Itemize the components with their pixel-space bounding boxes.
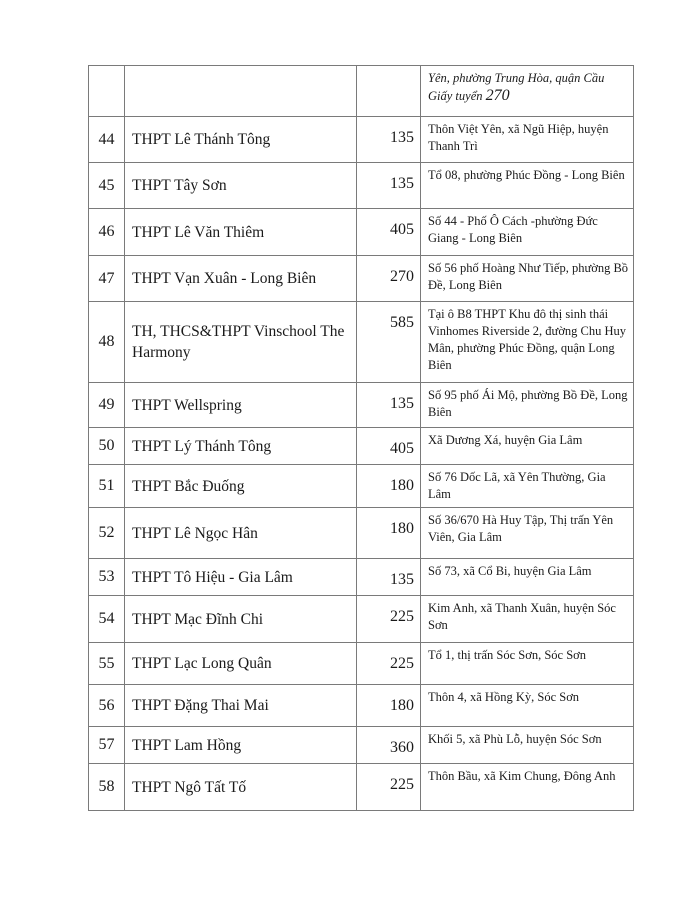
address-cell: Số 95 phố Ái Mộ, phường Bồ Đề, Long Biên (421, 383, 634, 428)
table-row (89, 302, 634, 383)
no-cell: 47 (89, 256, 125, 302)
school-name-cell: THPT Lý Thánh Tông (125, 428, 357, 465)
no-cell: 55 (89, 643, 125, 685)
schools-table-body (89, 66, 634, 811)
quota-cell: 225 (357, 643, 421, 685)
no-cell: 52 (89, 508, 125, 559)
quota-cell: 270 (357, 256, 421, 302)
school-name-cell: THPT Tây Sơn (125, 163, 357, 209)
address-cell: Thôn Việt Yên, xã Ngũ Hiệp, huyện Thanh Trì (421, 117, 634, 163)
name-cell (125, 66, 357, 117)
table-row (89, 383, 634, 428)
table-row (89, 559, 634, 596)
quota-cell: 180 (357, 465, 421, 508)
table-row-continuation (89, 66, 634, 117)
school-name-cell: THPT Mạc Đĩnh Chi (125, 596, 357, 643)
table-row (89, 685, 634, 727)
quota-cell: 405 (357, 209, 421, 256)
quota-cell: 405 (357, 428, 421, 465)
no-cell: 51 (89, 465, 125, 508)
table-row (89, 465, 634, 508)
school-name-cell: THPT Ngô Tất Tố (125, 764, 357, 811)
quota-inline: 270 (485, 87, 510, 104)
school-name-cell: THPT Đặng Thai Mai (125, 685, 357, 727)
address-cell: Số 73, xã Cổ Bi, huyện Gia Lâm (421, 559, 634, 596)
table-row (89, 643, 634, 685)
school-name-cell: THPT Wellspring (125, 383, 357, 428)
quota-cell (357, 66, 421, 117)
table-row (89, 508, 634, 559)
table-row (89, 428, 634, 465)
address-continuation: Yên, phường Trung Hòa, quận Cầu Giấy tuyển (428, 71, 605, 103)
school-name-cell: THPT Lê Thánh Tông (125, 117, 357, 163)
table-row (89, 256, 634, 302)
table-row (89, 209, 634, 256)
quota-cell: 225 (357, 596, 421, 643)
quota-cell: 135 (357, 163, 421, 209)
no-cell: 57 (89, 727, 125, 764)
address-cell: Khối 5, xã Phù Lỗ, huyện Sóc Sơn (421, 727, 634, 764)
no-cell: 56 (89, 685, 125, 727)
quota-cell: 225 (357, 764, 421, 811)
school-name-cell: TH, THCS&THPT Vinschool The Harmony (125, 302, 357, 383)
address-cell: Thôn 4, xã Hồng Kỳ, Sóc Sơn (421, 685, 634, 727)
quota-cell: 135 (357, 559, 421, 596)
no-cell (89, 66, 125, 117)
no-cell: 53 (89, 559, 125, 596)
no-cell: 50 (89, 428, 125, 465)
table-row (89, 163, 634, 209)
no-cell: 44 (89, 117, 125, 163)
no-cell: 54 (89, 596, 125, 643)
address-cell: Số 44 - Phố Ô Cách -phường Đức Giang - Long Biên (421, 209, 634, 256)
address-cell: Số 36/670 Hà Huy Tập, Thị trấn Yên Viên, Gia Lâm (421, 508, 634, 559)
table-row (89, 117, 634, 163)
table-row (89, 727, 634, 764)
table-row (89, 596, 634, 643)
address-cell: Xã Dương Xá, huyện Gia Lâm (421, 428, 634, 465)
schools-table (88, 65, 634, 811)
address-cell: Thôn Bầu, xã Kim Chung, Đông Anh (421, 764, 634, 811)
school-name-cell: THPT Vạn Xuân - Long Biên (125, 256, 357, 302)
school-name-cell: THPT Tô Hiệu - Gia Lâm (125, 559, 357, 596)
address-cell: Kim Anh, xã Thanh Xuân, huyện Sóc Sơn (421, 596, 634, 643)
no-cell: 48 (89, 302, 125, 383)
school-name-cell: THPT Bắc Đuống (125, 465, 357, 508)
school-name-cell: THPT Lam Hồng (125, 727, 357, 764)
address-cell (421, 66, 634, 117)
no-cell: 49 (89, 383, 125, 428)
school-name-cell: THPT Lạc Long Quân (125, 643, 357, 685)
no-cell: 46 (89, 209, 125, 256)
address-cell: Số 76 Dốc Lã, xã Yên Thường, Gia Lâm (421, 465, 634, 508)
quota-cell: 585 (357, 302, 421, 383)
address-cell: Số 56 phố Hoàng Như Tiếp, phường Bồ Đề, Long Biên (421, 256, 634, 302)
address-cell: Tổ 08, phường Phúc Đồng - Long Biên (421, 163, 634, 209)
quota-cell: 180 (357, 685, 421, 727)
address-cell: Tổ 1, thị trấn Sóc Sơn, Sóc Sơn (421, 643, 634, 685)
table-row (89, 764, 634, 811)
school-name-cell: THPT Lê Ngọc Hân (125, 508, 357, 559)
school-name-cell: THPT Lê Văn Thiêm (125, 209, 357, 256)
quota-cell: 180 (357, 508, 421, 559)
address-cell: Tại ô B8 THPT Khu đô thị sinh thái Vinhomes Riverside 2, đường Chu Huy Mân, phường Phúc Đồng, quận Long Biên (421, 302, 634, 383)
no-cell: 58 (89, 764, 125, 811)
quota-cell: 360 (357, 727, 421, 764)
no-cell: 45 (89, 163, 125, 209)
quota-cell: 135 (357, 117, 421, 163)
quota-cell: 135 (357, 383, 421, 428)
